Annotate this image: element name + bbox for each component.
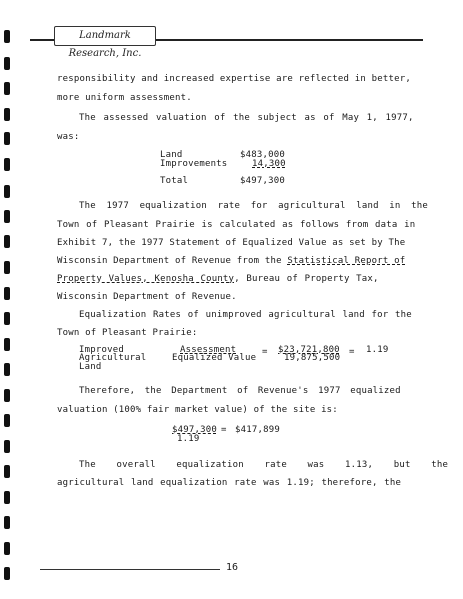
text-run: , Bureau of Property Tax, (234, 274, 379, 284)
binder-hole (4, 465, 10, 478)
binder-hole (4, 82, 10, 95)
paragraph-line: Town of Pleasant Prairie is calculated as follows from data in (57, 220, 416, 230)
equals-sign: = (349, 347, 355, 357)
report-title: Statistical Report of (287, 256, 406, 266)
binder-hole (4, 389, 10, 402)
binder-hole (4, 261, 10, 274)
equals-sign: = (262, 347, 268, 357)
binder-hole (4, 312, 10, 325)
site-numerator: $497,300 (172, 425, 217, 435)
paragraph-line (57, 274, 379, 285)
binder-hole (4, 414, 10, 427)
paragraph-line: The assessed valuation of the subject as of May 1, 1977, (79, 113, 414, 123)
equals-sign: = (221, 425, 227, 435)
binder-hole (4, 30, 10, 43)
paragraph-line: Therefore, the Department of Revenue's 1977 equalized (79, 386, 401, 396)
paragraph-line: was: (57, 132, 80, 142)
binder-hole (4, 185, 10, 198)
paragraph-line: Exhibit 7, the 1977 Statement of Equalized Value as set by The (57, 238, 406, 248)
paragraph-line (57, 256, 405, 267)
binder-hole (4, 516, 10, 529)
binder-hole (4, 491, 10, 504)
binder-hole (4, 108, 10, 121)
total-value: $497,300 (240, 176, 285, 186)
paragraph-line: responsibility and increased expertise are reflected in better, (57, 74, 411, 84)
ratio-numerator-value: $23,721,800 (278, 345, 340, 355)
paragraph-line: Town of Pleasant Prairie: (57, 328, 198, 338)
improvements-value: 14,300 (252, 159, 286, 169)
paragraph-line: The 1977 equalization rate for agricultural land in the (79, 201, 429, 211)
ratio-numerator-label: Assessment (180, 345, 237, 355)
binder-hole (4, 440, 10, 453)
binder-hole (4, 132, 10, 145)
paragraph-line: valuation (100% fair market value) of the site is: (57, 405, 338, 415)
report-title: Property Values, Kenosha County (57, 274, 235, 284)
paragraph-line: agricultural land equalization rate was 1.19; therefore, the (57, 478, 402, 488)
ratio-label: Agricultural (79, 353, 147, 363)
land-value: $483,000 (240, 150, 285, 160)
binder-hole (4, 210, 10, 223)
paragraph-line: more uniform assessment. (57, 93, 192, 103)
binder-hole (4, 57, 10, 70)
paragraph-line: Equalization Rates of unimproved agricultural land for the (79, 310, 412, 320)
letterhead-logo: Landmark Research, Inc. (54, 26, 156, 46)
binder-hole (4, 158, 10, 171)
binder-hole (4, 338, 10, 351)
page-number: 16 (226, 562, 239, 573)
text-run: Wisconsin Department of Revenue from the (57, 256, 288, 266)
paragraph-line: The overall equalization rate was 1.13, but the (79, 460, 449, 470)
paragraph-line: Wisconsin Department of Revenue. (57, 292, 237, 302)
ratio-label: Improved (79, 345, 124, 355)
land-label: Land (160, 150, 183, 160)
binder-hole (4, 567, 10, 580)
binder-hole (4, 363, 10, 376)
site-result: $417,899 (235, 425, 280, 435)
total-label: Total (160, 176, 189, 186)
footer-rule (40, 569, 220, 570)
site-denominator: 1.19 (177, 434, 200, 444)
binder-hole (4, 287, 10, 300)
ratio-label: Land (79, 362, 102, 372)
binder-hole (4, 235, 10, 248)
improvements-label: Improvements (160, 159, 228, 169)
ratio-denominator-value: 19,875,500 (284, 353, 341, 363)
binder-hole (4, 542, 10, 555)
ratio-result: 1.19 (366, 345, 389, 355)
ratio-denominator-label: Equalized Value (172, 353, 257, 363)
